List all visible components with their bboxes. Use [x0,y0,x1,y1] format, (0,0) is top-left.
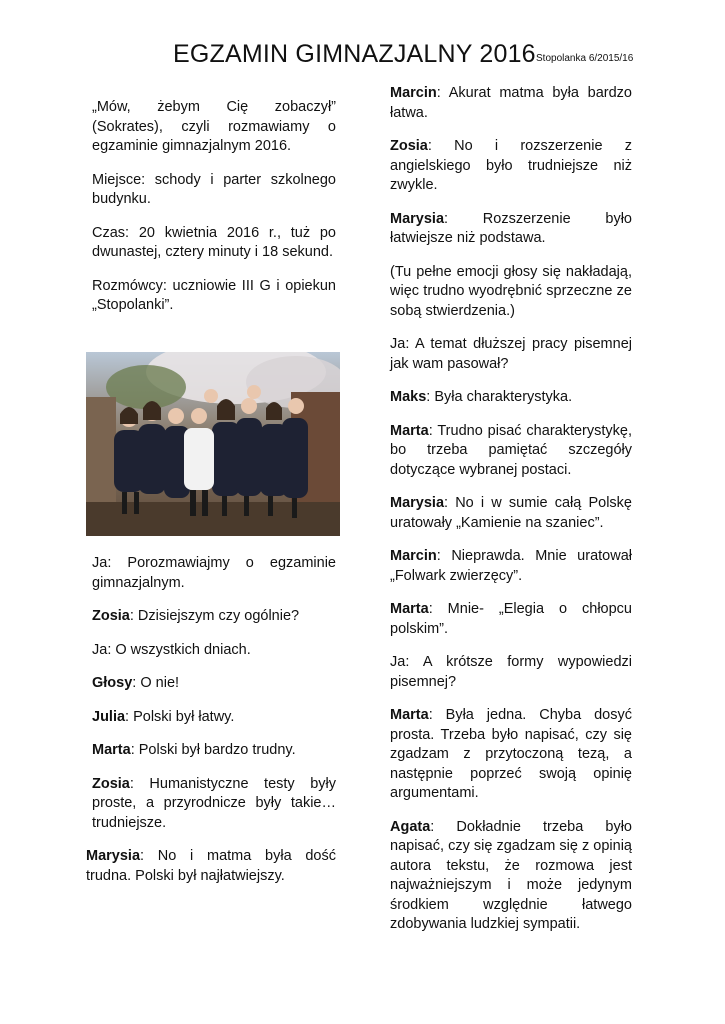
dialogue-text: : Była charakterystyka. [426,389,573,405]
dialogue-line [390,494,632,533]
speaker-name: Marcin [390,85,437,101]
speaker-name: Marta [390,601,429,617]
dialogue-text: : Humanistyczne testy były proste, a przyrodnicze były takie… trudniejsze. [92,775,336,831]
dialogue-line [86,847,336,886]
dialogue-text: Ja: Porozmawiajmy o egzaminie gimnazjalnym. [92,555,336,591]
speaker-name: Agata [390,818,431,835]
dialogue-line [390,137,632,196]
group-photo-image [86,352,340,536]
dialogue-line [86,641,336,661]
dialogue-line [390,653,632,692]
intro-quote: „Mów, żebym Cię zobaczył” (Sokrates), czyli rozmawiamy o egzaminie gimnazjalnym 2016. [92,99,336,154]
dialogue-line [86,708,336,728]
dialogue-line [390,600,632,639]
dialogue-text: : No i w sumie całą Polskę uratowały „Kamienie na szaniec”. [390,495,632,531]
dialogue-text: Ja: A temat dłuższej pracy pisemnej jak wam pasował? [390,336,632,372]
speaker-name: Marta [390,707,429,723]
dialogue-line [390,210,632,249]
dialogue-text: : No i matma była dość trudna. Polski był najłatwiejszy. [86,848,336,884]
speaker-name: Marysia [390,495,445,511]
dialogue-line [390,422,632,481]
dialogue-line [390,263,632,322]
speaker-name: Zosia [390,138,428,154]
dialogue-text: : O nie! [132,675,180,691]
speaker-name: Marta [92,742,131,758]
dialogue-text: : Trudno pisać charakterystykę, bo trzeba pamiętać szczegóły dotyczące wybranej postaci. [390,422,632,478]
dialogue-line [390,706,632,804]
dialogue-line [390,388,632,408]
dialogue-line [86,607,336,627]
dialogue-line [390,818,632,935]
dialogue-text: : Rozszerzenie było łatwiejsze niż podstawa. [390,210,632,246]
speaker-name: Maks [390,389,427,405]
left-column-intro [86,98,336,330]
speaker-name: Marysia [390,210,445,227]
intro-time: Czas: 20 kwietnia 2016 r., tuż po dwunastej, cztery minuty i 18 sekund. [92,224,336,260]
dialogue-text: : Polski był łatwy. [125,708,235,725]
dialogue-text: : Mnie- „Elegia o chłopcu polskim”. [390,601,632,637]
left-column-dialogue [86,554,336,900]
intro-place: Miejsce: schody i parter szkolnego budynku. [92,171,336,207]
speaker-name: Zosia [92,608,130,624]
group-photo [86,352,340,536]
dialogue-text: : Dokładnie trzeba było napisać, czy się zgadzam się z opinią autora tekstu, że rozmowa jest najważniejszym i może jedynym środkiem względnie łatwego zdobywania ludzkiej sympatii. [390,818,632,932]
dialogue-text: (Tu pełne emocji głosy się nakładają, więc trudno wyodrębnić sprzeczne ze sobą stwierdzenia.) [390,263,632,319]
page-header [0,40,725,76]
dialogue-text: : No i rozszerzenie z angielskiego było trudniejsze niż zwykle. [390,138,632,193]
dialogue-text: Ja: O wszystkich dniach. [92,641,251,658]
dialogue-line [86,554,336,593]
page-title: EGZAMIN GIMNAZJALNY 2016 [173,40,536,68]
dialogue-line [86,775,336,834]
dialogue-line [86,741,336,761]
dialogue-line [390,335,632,374]
dialogue-text: : Była jedna. Chyba dosyć prosta. Trzeba było napisać, czy się zgadzam z przytoczoną tezą, a następnie poprzeć swoją opinię argumentami. [390,707,632,801]
dialogue-line [390,84,632,123]
dialogue-line [390,547,632,586]
dialogue-text: : Polski był bardzo trudny. [130,742,296,758]
dialogue-text: Ja: A krótsze formy wypowiedzi pisemnej? [390,654,632,690]
speaker-name: Głosy [92,675,133,691]
right-column-dialogue [390,84,632,949]
dialogue-text: : Dzisiejszym czy ogólnie? [129,608,300,624]
speaker-name: Marta [390,422,429,439]
speaker-name: Marcin [390,548,437,564]
speaker-name: Julia [92,708,126,725]
dialogue-line [86,674,336,694]
speaker-name: Zosia [92,775,130,792]
dialogue-text: : Nieprawda. Mnie uratował „Folwark zwierzęcy”. [390,548,632,584]
intro-participants: Rozmówcy: uczniowie III G i opiekun „Stopolanki”. [92,277,336,313]
issue-label: Stopolanka 6/2015/16 [536,53,634,64]
speaker-name: Marysia [86,848,141,864]
dialogue-text: : Akurat matma była bardzo łatwa. [390,85,632,121]
